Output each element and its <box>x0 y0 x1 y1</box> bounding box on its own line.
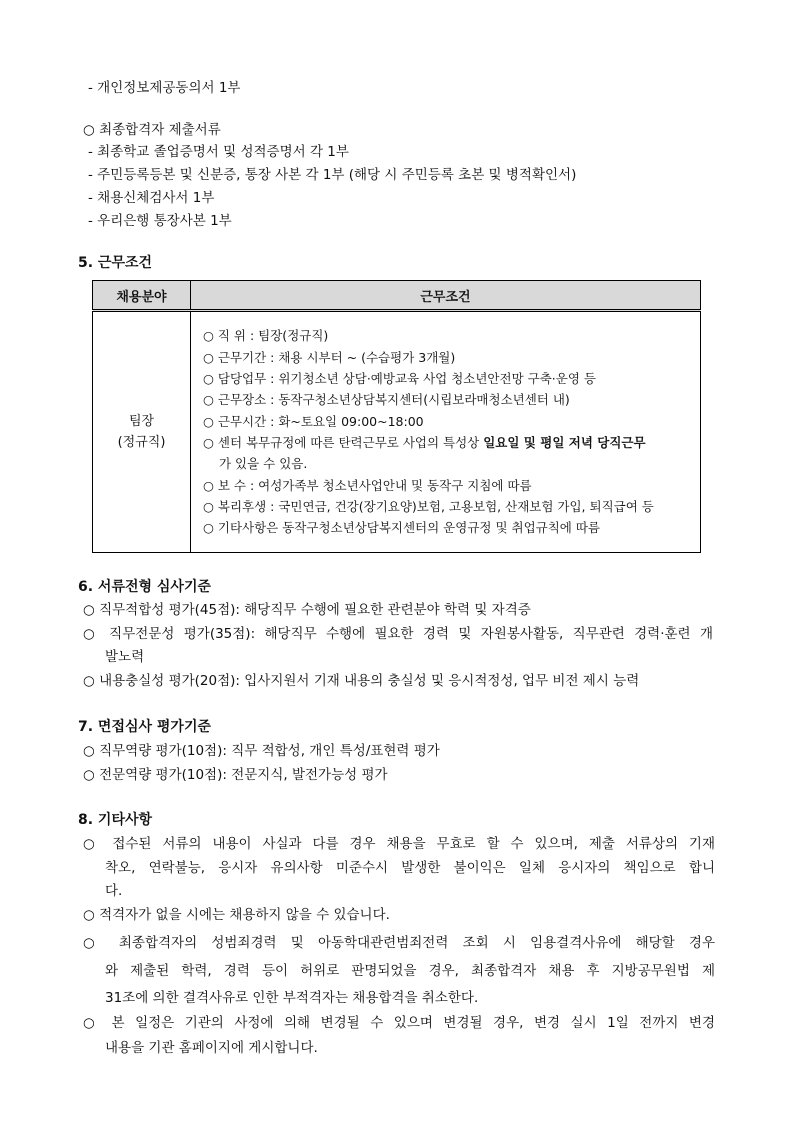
final-doc-item: - 주민등록등본 및 신분증, 통장 사본 각 1부 (해당 시 주민등록 초본 및 병적확인서) <box>88 167 577 183</box>
section-6-title: 6. 서류전형 심사기준 <box>78 579 211 595</box>
table-header-field: 채용분야 <box>93 281 191 311</box>
interview-criteria-item: ○ 전문역량 평가(10점): 전문지식, 발전가능성 평가 <box>83 767 388 783</box>
criteria-item: ○ 내용충실성 평가(20점): 입사지원서 기재 내용의 충실성 및 응시적정성, 업무 비전 제시 능력 <box>83 673 640 689</box>
notice-item: ○ 접수된 서류의 내용이 사실과 다를 경우 채용을 무효로 할 수 있으며, 제출 서류상의 기재 <box>83 836 715 852</box>
notice-item-cont: 내용을 기관 홈페이지에 게시합니다. <box>105 1040 318 1056</box>
final-doc-item: - 최종학교 졸업증명서 및 성적증명서 각 1부 <box>88 144 349 160</box>
final-doc-item: - 채용신체검사서 1부 <box>88 190 215 206</box>
table-header-conditions: 근무조건 <box>191 281 701 311</box>
field-type: (정규직) <box>117 435 166 450</box>
condition-duties: ○ 담당업무 : 위기청소년 상담·예방교육 사업 청소년안전망 구축·운영 등 <box>203 371 596 386</box>
condition-location: ○ 근무장소 : 동작구청소년상담복지센터(시립보라매청소년센터 내) <box>203 392 570 407</box>
field-name: 팀장 <box>128 414 155 429</box>
condition-position: ○ 직 위 : 팀장(정규직) <box>203 328 329 343</box>
flex-work-text: ○ 센터 복무규정에 따른 탄력근무로 사업의 특성상 <box>203 435 484 450</box>
notice-item: ○ 적격자가 없을 시에는 채용하지 않을 수 있습니다. <box>83 907 390 923</box>
work-conditions-table <box>92 280 701 553</box>
interview-criteria-item: ○ 직무역량 평가(10점): 직무 적합성, 개인 특성/표현력 평가 <box>83 743 440 759</box>
section-7-title: 7. 면접심사 평가기준 <box>78 719 211 735</box>
notice-item-cont: 착오, 연락불능, 응시자 유의사항 미준수시 발생한 불이익은 일체 응시자의 책임으로 합니 <box>105 860 715 876</box>
notice-item-cont: 다. <box>105 883 123 899</box>
section-5-title: 5. 근무조건 <box>78 255 153 271</box>
flex-work-emphasis: 일요일 및 평일 저녁 당직근무 <box>483 435 646 450</box>
criteria-item: ○ 직무적합성 평가(45점): 해당직무 수행에 필요한 관련분야 학력 및 자격증 <box>83 602 531 618</box>
condition-other: ○ 기타사항은 동작구청소년상담복지센터의 운영규정 및 취업규칙에 따름 <box>203 520 600 535</box>
section-8-title: 8. 기타사항 <box>78 812 153 828</box>
condition-flex-work-cont: 가 있을 수 있음. <box>219 456 308 471</box>
condition-benefits: ○ 복리후생 : 국민연금, 건강(장기요양)보험, 고용보험, 산재보험 가입, 퇴직급여 등 <box>203 499 654 514</box>
condition-flex-work <box>203 433 646 451</box>
condition-pay: ○ 보 수 : 여성가족부 청소년사업안내 및 동작구 지침에 따름 <box>203 478 532 493</box>
condition-period: ○ 근무기간 : 채용 시부터 ~ (수습평가 3개월) <box>203 350 456 365</box>
notice-item-cont: 31조에 의한 결격사유로 인한 부적격자는 채용합격을 취소한다. <box>105 990 479 1006</box>
conditions-cell <box>191 311 701 553</box>
condition-hours: ○ 근무시간 : 화~토요일 09:00~18:00 <box>203 414 424 429</box>
field-cell <box>93 311 191 553</box>
criteria-item: ○ 직무전문성 평가(35점): 해당직무 수행에 필요한 경력 및 자원봉사활동, 직무관련 경력·훈련 개 <box>83 626 713 642</box>
notice-item-cont: 와 제출된 학력, 경력 등이 허위로 판명되었을 경우, 최종합격자 채용 후 지방공무원법 제 <box>105 963 715 979</box>
notice-item: ○ 본 일정은 기관의 사정에 의해 변경될 수 있으며 변경될 경우, 변경 실시 1일 전까지 변경 <box>83 1015 715 1031</box>
notice-item: ○ 최종합격자의 성범죄경력 및 아동학대관련범죄전력 조회 시 임용결격사유에 해당할 경우 <box>83 935 715 951</box>
doc-item-privacy-consent: - 개인정보제공동의서 1부 <box>88 80 241 96</box>
final-doc-item: - 우리은행 통장사본 1부 <box>88 213 232 229</box>
criteria-item-cont: 발노력 <box>105 649 145 665</box>
final-docs-heading: ○ 최종합격자 제출서류 <box>83 122 221 138</box>
